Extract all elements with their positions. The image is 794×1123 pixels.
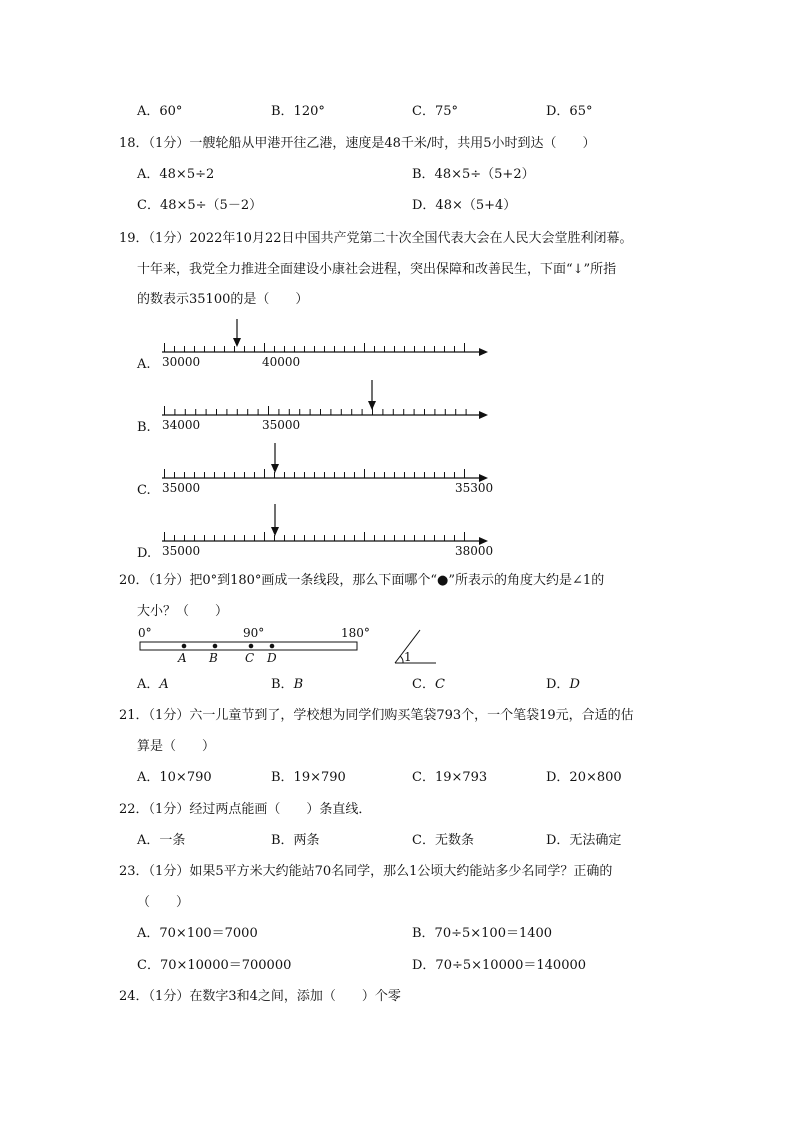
- arrow-down-icon: [271, 464, 279, 473]
- q21-stem-line-1: 21．（1分）六一儿童节到了，学校想为同学们购买笔袋793个，一个笔袋19元，合适的估: [119, 708, 634, 723]
- q22-option-b[interactable]: B．两条: [271, 833, 320, 848]
- q19-option-b-letter[interactable]: B.: [137, 420, 151, 435]
- q22-option-c[interactable]: C．无数条: [412, 833, 474, 848]
- q19-d-label-start: 35000: [162, 544, 201, 558]
- q18-stem: 18．（1分）一艘轮船从甲港开往乙港，速度是48千米/时，共用5小时到达（ ）: [119, 136, 596, 151]
- q19-option-b-line: [162, 380, 488, 419]
- q19-a-label-start: 30000: [162, 355, 201, 369]
- q20-point-label-b: B: [209, 651, 218, 665]
- q21-option-c[interactable]: C．19×793: [412, 770, 488, 785]
- q17-option-c[interactable]: C．75°: [412, 104, 458, 119]
- q20-point-label-c: C: [245, 651, 255, 665]
- point-b: [213, 644, 218, 649]
- q19-a-label-mid: 40000: [262, 355, 301, 369]
- q20-scale-label-0: 0°: [138, 626, 152, 640]
- q19-stem-line-3: 的数表示35100的是（ ）: [137, 292, 309, 307]
- q20-stem-line-1: 20．（1分）把0°到180°画成一条线段，那么下面哪个“●”所表示的角度大约是∠1的: [119, 573, 605, 588]
- angle-1-figure: [395, 630, 436, 663]
- q18-option-b[interactable]: B．48×5÷（5+2）: [412, 167, 535, 182]
- q19-d-label-end: 38000: [455, 544, 494, 558]
- q20-scale-label-90: 90°: [243, 626, 265, 640]
- q24-stem: 24．（1分）在数字3和4之间，添加（ ）个零: [119, 989, 401, 1004]
- arrow-down-icon: [271, 527, 279, 536]
- angle-1-label: 1: [404, 650, 412, 664]
- q21-option-b[interactable]: B．19×790: [271, 770, 346, 785]
- arrow-down-icon: [233, 338, 241, 347]
- q17-option-d[interactable]: D．65°: [546, 104, 593, 119]
- q20-scale-label-180: 180°: [341, 626, 370, 640]
- q21-option-a[interactable]: A．10×790: [137, 770, 212, 785]
- q22-option-d[interactable]: D．无法确定: [546, 833, 622, 848]
- point-a: [182, 644, 187, 649]
- q20-option-b[interactable]: B．B: [271, 677, 304, 692]
- q23-option-a[interactable]: A．70×100＝7000: [137, 926, 258, 941]
- q19-option-a-letter[interactable]: A.: [137, 357, 151, 372]
- point-d: [270, 644, 275, 649]
- q19-b-label-mid: 35000: [262, 418, 301, 432]
- q18-option-c[interactable]: C．48×5÷（5－2）: [137, 198, 263, 213]
- q20-point-label-a: A: [178, 651, 187, 665]
- q23-option-d[interactable]: D．70÷5×10000＝140000: [412, 958, 587, 973]
- q19-option-d-letter[interactable]: D.: [137, 546, 152, 561]
- q20-scale-bar: [140, 642, 357, 650]
- q17-option-b[interactable]: B．120°: [271, 104, 325, 119]
- q19-b-label-start: 34000: [162, 418, 201, 432]
- q20-point-label-d: D: [267, 651, 277, 665]
- q21-option-d[interactable]: D．20×800: [546, 770, 622, 785]
- q17-option-a[interactable]: A．60°: [137, 104, 183, 119]
- q22-option-a[interactable]: A．一条: [137, 833, 186, 848]
- q18-option-d[interactable]: D．48×（5+4）: [412, 198, 517, 213]
- point-c: [249, 644, 254, 649]
- q19-c-label-start: 35000: [162, 481, 201, 495]
- q18-option-a[interactable]: A．48×5÷2: [137, 167, 215, 182]
- q20-stem-line-2: 大小？（ ）: [137, 604, 229, 619]
- q20-option-c[interactable]: C．C: [412, 677, 445, 692]
- q19-stem-line-1: 19．（1分）2022年10月22日中国共产党第二十次全国代表大会在人民大会堂胜利闭幕。: [119, 231, 633, 246]
- q19-option-c-letter[interactable]: C.: [137, 483, 151, 498]
- q20-option-d[interactable]: D．D: [546, 677, 580, 692]
- q22-stem: 22．（1分）经过两点能画（ ）条直线．: [119, 802, 372, 817]
- q19-c-label-end: 35300: [455, 481, 494, 495]
- q19-stem-line-2: 十年来，我党全力推进全面建设小康社会进程，突出保障和改善民生，下面“↓”所指: [137, 262, 617, 277]
- q23-option-b[interactable]: B．70÷5×100＝1400: [412, 926, 553, 941]
- q23-stem-line-1: 23．（1分）如果5平方米大约能站70名同学，那么1公顷大约能站多少名同学？正确的: [119, 864, 613, 879]
- q23-option-c[interactable]: C．70×10000＝700000: [137, 958, 292, 973]
- q20-option-a[interactable]: A．A: [137, 677, 169, 692]
- q23-stem-line-2: （ ）: [137, 895, 190, 910]
- q21-stem-line-2: 算是（ ）: [137, 739, 216, 754]
